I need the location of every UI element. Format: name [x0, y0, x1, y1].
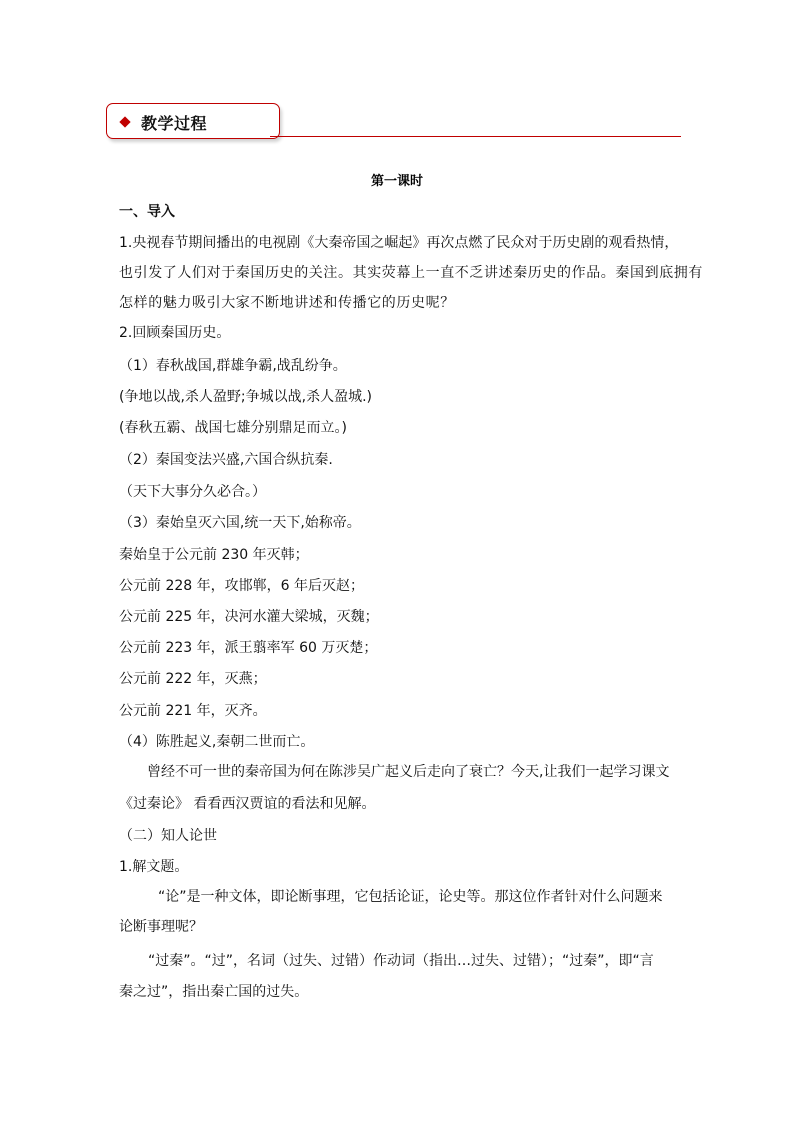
paragraph-line: 论断事理呢？: [119, 919, 203, 935]
paragraph-line: (春秋五霸、战国七雄分别鼎足而立。): [119, 420, 347, 436]
paragraph-line: （4）陈胜起义,秦朝二世而亡。: [119, 734, 315, 750]
section-heading-intro: 一、导入: [119, 204, 175, 220]
paragraph-line: （2）秦国变法兴盛,六国合纵抗秦.: [119, 452, 333, 468]
lesson-title: 第一课时: [370, 174, 423, 189]
paragraph-line: 怎样的魅力吸引大家不断地讲述和传播它的历史呢？: [119, 295, 455, 311]
paragraph-line: 秦之过”，指出秦亡国的过失。: [119, 984, 309, 1000]
paragraph-line: (争地以战,杀人盈野;争城以战,杀人盈城.): [119, 389, 372, 405]
paragraph-line: 公元前 222 年，灭燕；: [119, 671, 267, 687]
paragraph-line: 秦始皇于公元前 230 年灭韩；: [119, 547, 309, 563]
paragraph-line: 公元前 221 年，灭齐。: [119, 703, 267, 719]
header-rule: [270, 136, 681, 137]
section-heading-author: （二）知人论世: [119, 828, 217, 844]
paragraph-line: “论”是一种文体，即论断事理，它包括论证，论史等。那这位作者针对什么问题来: [158, 889, 663, 905]
paragraph-line: 曾经不可一世的秦帝国为何在陈涉吴广起义后走向了衰亡？今天,让我们一起学习课文: [147, 764, 670, 780]
paragraph-line: （1）春秋战国,群雄争霸,战乱纷争。: [119, 358, 347, 374]
diamond-bullet-icon: [119, 116, 130, 127]
paragraph-line: 1.解文题。: [119, 859, 189, 875]
section-header-title: 教学过程: [141, 114, 208, 133]
paragraph-line: 1.央视春节期间播出的电视剧《大秦帝国之崛起》再次点燃了民众对于历史剧的观看热情，: [119, 235, 679, 251]
section-header-box: [106, 103, 280, 139]
paragraph-line: 2.回顾秦国历史。: [119, 325, 231, 341]
paragraph-line: 公元前 225 年，决河水灌大梁城，灭魏；: [119, 609, 379, 625]
paragraph-line: 公元前 228 年，攻邯郸，6 年后灭赵；: [119, 578, 364, 594]
paragraph-line: 公元前 223 年，派王翦率军 60 万灭楚；: [119, 640, 378, 656]
paragraph-line: 也引发了人们对于秦国历史的关注。其实荧幕上一直不乏讲述秦历史的作品。秦国到底拥有: [119, 265, 703, 281]
paragraph-line: 《过秦论》 看看西汉贾谊的看法和见解。: [119, 796, 376, 812]
paragraph-line: （天下大事分久必合。）: [119, 484, 266, 500]
paragraph-line: （3）秦始皇灭六国,统一天下,始称帝。: [119, 515, 361, 531]
paragraph-line: “过秦”。“过”，名词（过失、过错）作动词（指出…过失、过错）；“过秦”，即“言: [148, 953, 654, 969]
